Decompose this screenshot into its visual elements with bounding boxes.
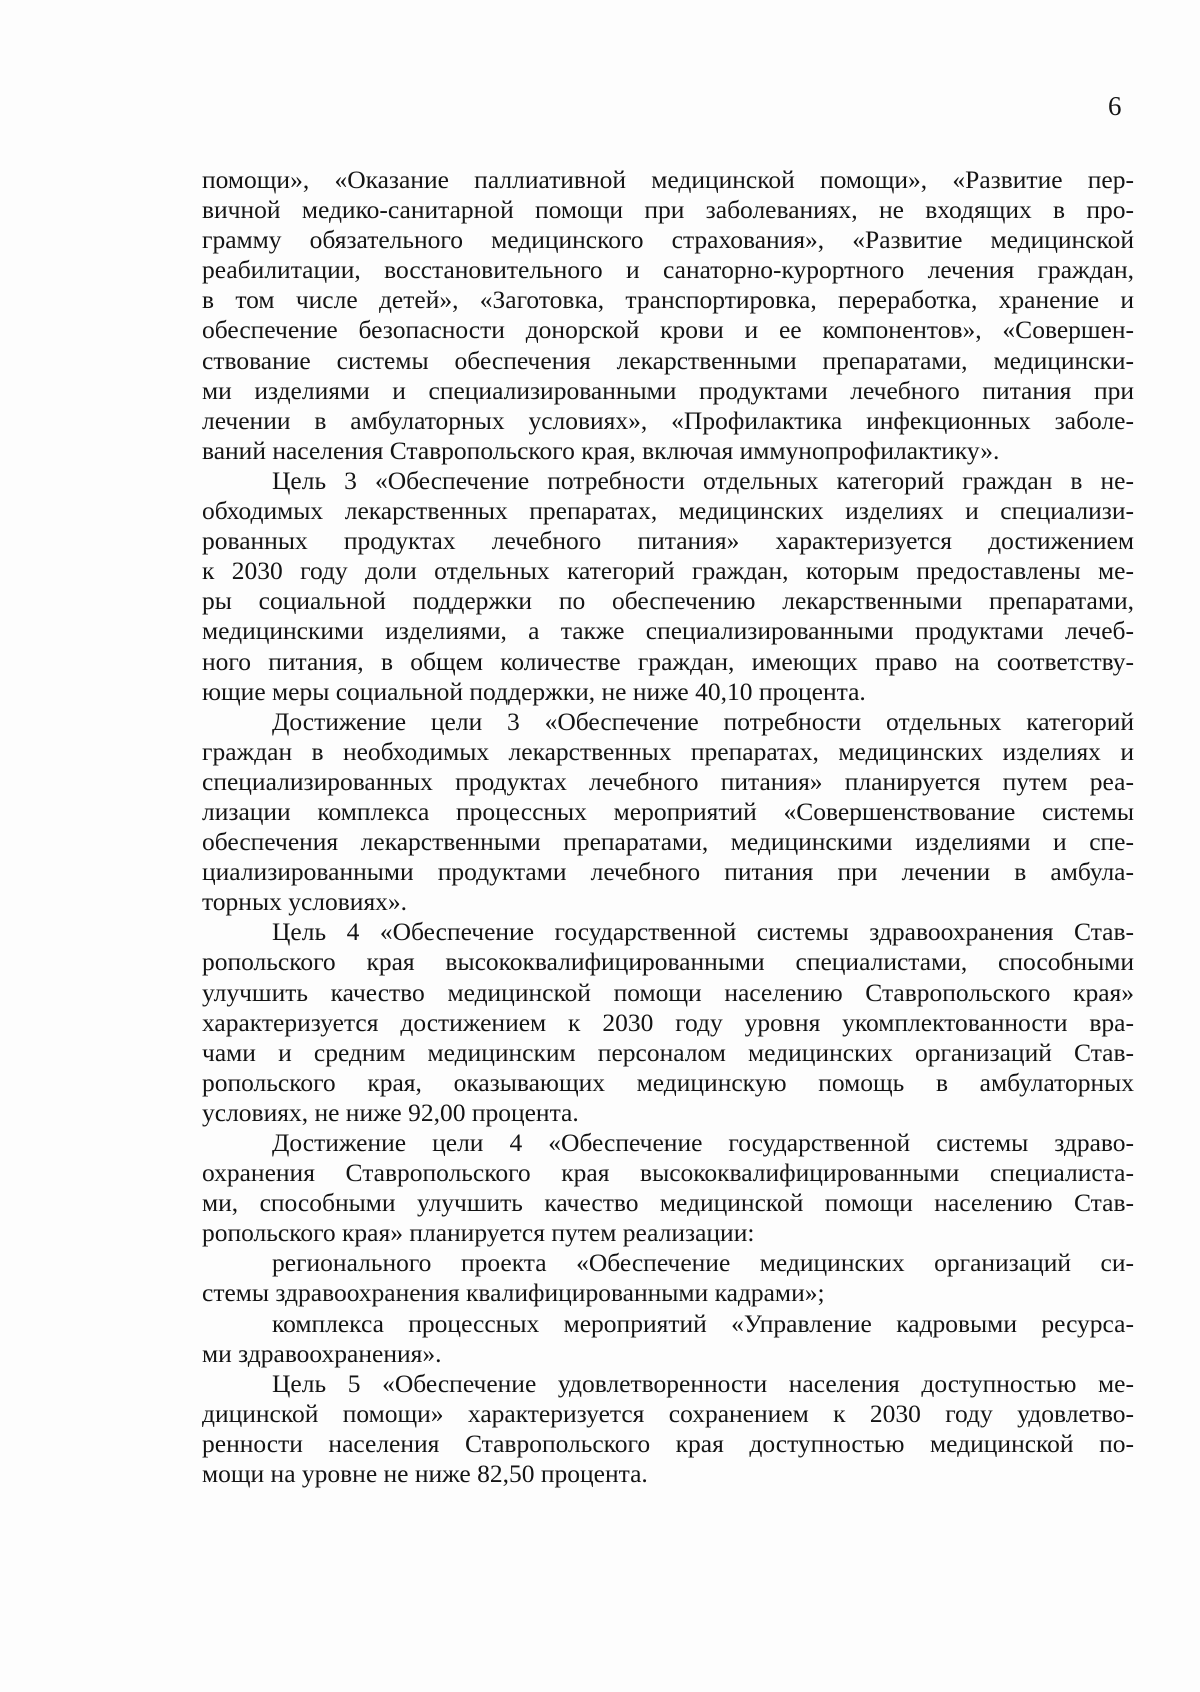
text-line: ропольского края, оказывающих медицинскую помощь в амбулаторных — [202, 1067, 1134, 1097]
text-line: улучшить качество медицинской помощи населению Ставропольского края» — [202, 977, 1134, 1007]
paragraph — [202, 1248, 1134, 1308]
text-line: ропольского края» планируется путем реализации: — [202, 1218, 755, 1248]
text-line: обеспечение безопасности донорской крови и ее компонентов», «Совершен- — [202, 315, 1134, 345]
text-line: ного питания, в общем количестве граждан, имеющих право на соответству- — [202, 646, 1134, 676]
text-line: ропольского края высококвалифицированными специалистами, способными — [202, 947, 1134, 977]
text-line: дицинской помощи» характеризуется сохранением к 2030 году удовлетво- — [202, 1398, 1134, 1428]
paragraph — [202, 165, 1134, 466]
text-line: стемы здравоохранения квалифицированными кадрами»; — [202, 1278, 825, 1308]
text-line: ствование системы обеспечения лекарственными препаратами, медицински- — [202, 345, 1134, 375]
text-line: ми здравоохранения». — [202, 1338, 442, 1368]
text-line: обходимых лекарственных препаратах, медицинских изделиях и специализи- — [202, 496, 1134, 526]
text-line: лизации комплекса процессных мероприятий «Совершенствование системы — [202, 796, 1134, 826]
text-line: Цель 5 «Обеспечение удовлетворенности населения доступностью ме- — [272, 1368, 1134, 1398]
text-line: регионального проекта «Обеспечение медицинских организаций си- — [272, 1248, 1134, 1278]
text-line: лечении в амбулаторных условиях», «Профилактика инфекционных заболе- — [202, 405, 1134, 435]
text-line: ми, способными улучшить качество медицинской помощи населению Став- — [202, 1188, 1134, 1218]
text-line: Цель 3 «Обеспечение потребности отдельных категорий граждан в не- — [272, 465, 1134, 495]
paragraph — [202, 1309, 1134, 1369]
text-line: ваний населения Ставропольского края, включая иммунопрофилактику». — [202, 435, 1000, 465]
text-line: к 2030 году доли отдельных категорий граждан, которым предоставлены ме- — [202, 556, 1134, 586]
text-line: условиях, не ниже 92,00 процента. — [202, 1097, 579, 1127]
text-line: ми изделиями и специализированными продуктами лечебного питания при — [202, 375, 1134, 405]
text-line: вичной медико-санитарной помощи при заболеваниях, не входящих в про- — [202, 195, 1134, 225]
text-line: реабилитации, восстановительного и санаторно-курортного лечения граждан, — [202, 255, 1134, 285]
text-line: Достижение цели 3 «Обеспечение потребности отдельных категорий — [272, 706, 1134, 736]
text-line: граждан в необходимых лекарственных препаратах, медицинских изделиях и — [202, 736, 1134, 766]
text-line: ренности населения Ставропольского края доступностью медицинской по- — [202, 1428, 1134, 1458]
text-line: ющие меры социальной поддержки, не ниже 40,10 процента. — [202, 676, 866, 706]
paragraph — [202, 1369, 1134, 1489]
paragraph — [202, 707, 1134, 918]
text-line: медицинскими изделиями, а также специализированными продуктами лечеб- — [202, 616, 1134, 646]
paragraph — [202, 466, 1134, 707]
text-line: грамму обязательного медицинского страхования», «Развитие медицинской — [202, 225, 1134, 255]
paragraph — [202, 1128, 1134, 1248]
text-line: специализированных продуктах лечебного питания» планируется путем реа- — [202, 766, 1134, 796]
text-line: характеризуется достижением к 2030 году уровня укомплектованности вра- — [202, 1007, 1134, 1037]
text-line: охранения Ставропольского края высококвалифицированными специалиста- — [202, 1158, 1134, 1188]
text-line: Цель 4 «Обеспечение государственной системы здравоохранения Став- — [272, 917, 1134, 947]
text-line: в том числе детей», «Заготовка, транспортировка, переработка, хранение и — [202, 285, 1134, 315]
document-body — [202, 165, 1134, 1489]
text-line: обеспечения лекарственными препаратами, медицинскими изделиями и спе- — [202, 827, 1134, 857]
paragraph — [202, 917, 1134, 1128]
text-line: ры социальной поддержки по обеспечению лекарственными препаратами, — [202, 586, 1134, 616]
text-line: помощи», «Оказание паллиативной медицинской помощи», «Развитие пер- — [202, 165, 1134, 194]
text-line: комплекса процессных мероприятий «Управление кадровыми ресурса- — [272, 1308, 1134, 1338]
page-number: 6 — [1108, 91, 1122, 121]
text-line: торных условиях». — [202, 887, 408, 917]
text-line: мощи на уровне не ниже 82,50 процента. — [202, 1459, 648, 1489]
text-line: рованных продуктах лечебного питания» характеризуется достижением — [202, 526, 1134, 556]
text-line: циализированными продуктами лечебного питания при лечении в амбула- — [202, 857, 1134, 887]
text-line: чами и средним медицинским персоналом медицинских организаций Став- — [202, 1037, 1134, 1067]
text-line: Достижение цели 4 «Обеспечение государственной системы здраво- — [272, 1128, 1134, 1157]
